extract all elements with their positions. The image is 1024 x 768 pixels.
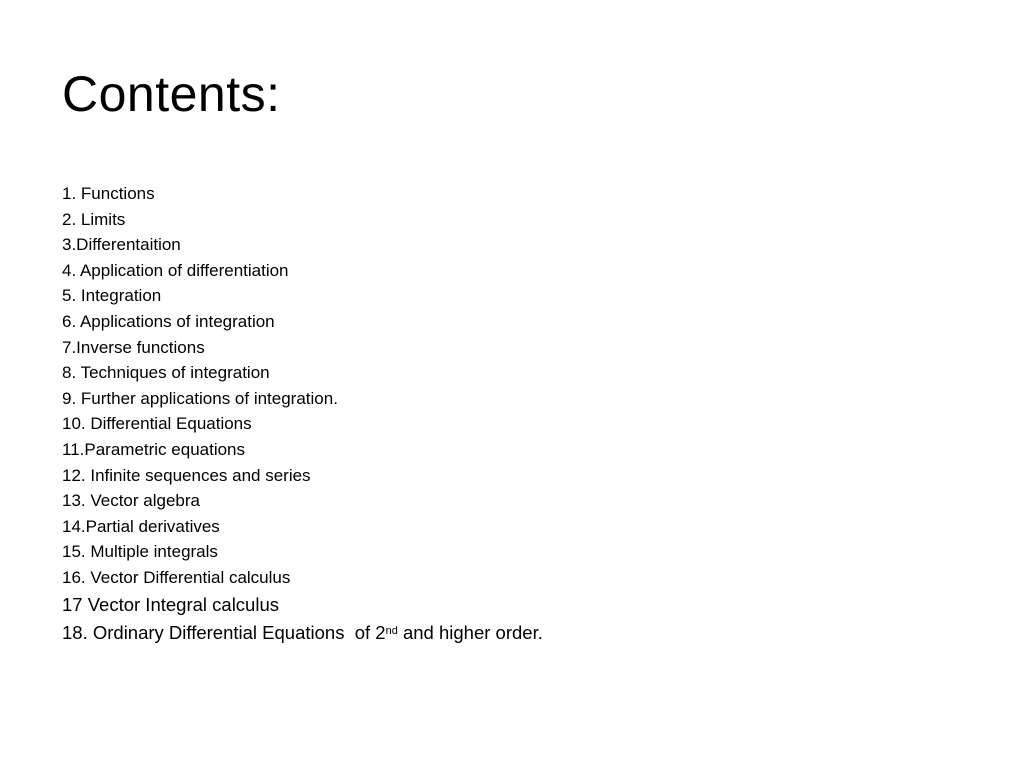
contents-item-4: 4. Application of differentiation — [62, 260, 289, 280]
contents-item-17: 17 Vector Integral calculus — [62, 593, 279, 615]
contents-item-9: 9. Further applications of integration. — [62, 388, 338, 408]
contents-item-18-superscript: nd — [385, 624, 398, 637]
contents-item-5: 5. Integration — [62, 286, 162, 306]
contents-item-18-text: 18. Ordinary Differential Equations of 2 — [62, 621, 386, 643]
contents-item-6: 6. Applications of integration — [62, 311, 275, 331]
contents-item-8: 8. Techniques of integration — [62, 363, 270, 383]
contents-item-15: 15. Multiple integrals — [62, 542, 218, 562]
contents-item-14: 14.Partial derivatives — [62, 516, 220, 536]
contents-item-1: 1. Functions — [62, 184, 155, 203]
contents-item-13: 13. Vector algebra — [62, 491, 200, 511]
contents-item-2: 2. Limits — [62, 209, 126, 229]
contents-item-3: 3.Differentaition — [62, 235, 181, 255]
contents-item-11: 11.Parametric equations — [62, 439, 246, 459]
contents-item-10: 10. Differential Equations — [62, 414, 252, 434]
contents-item-18-suffix: and higher order. — [397, 621, 543, 643]
contents-item-16: 16. Vector Differential calculus — [62, 567, 291, 587]
contents-list — [62, 181, 543, 647]
slide-title: Contents: — [62, 66, 281, 122]
contents-item-7: 7.Inverse functions — [62, 337, 205, 357]
contents-item-18 — [62, 619, 543, 647]
contents-item-12: 12. Infinite sequences and series — [62, 465, 311, 485]
